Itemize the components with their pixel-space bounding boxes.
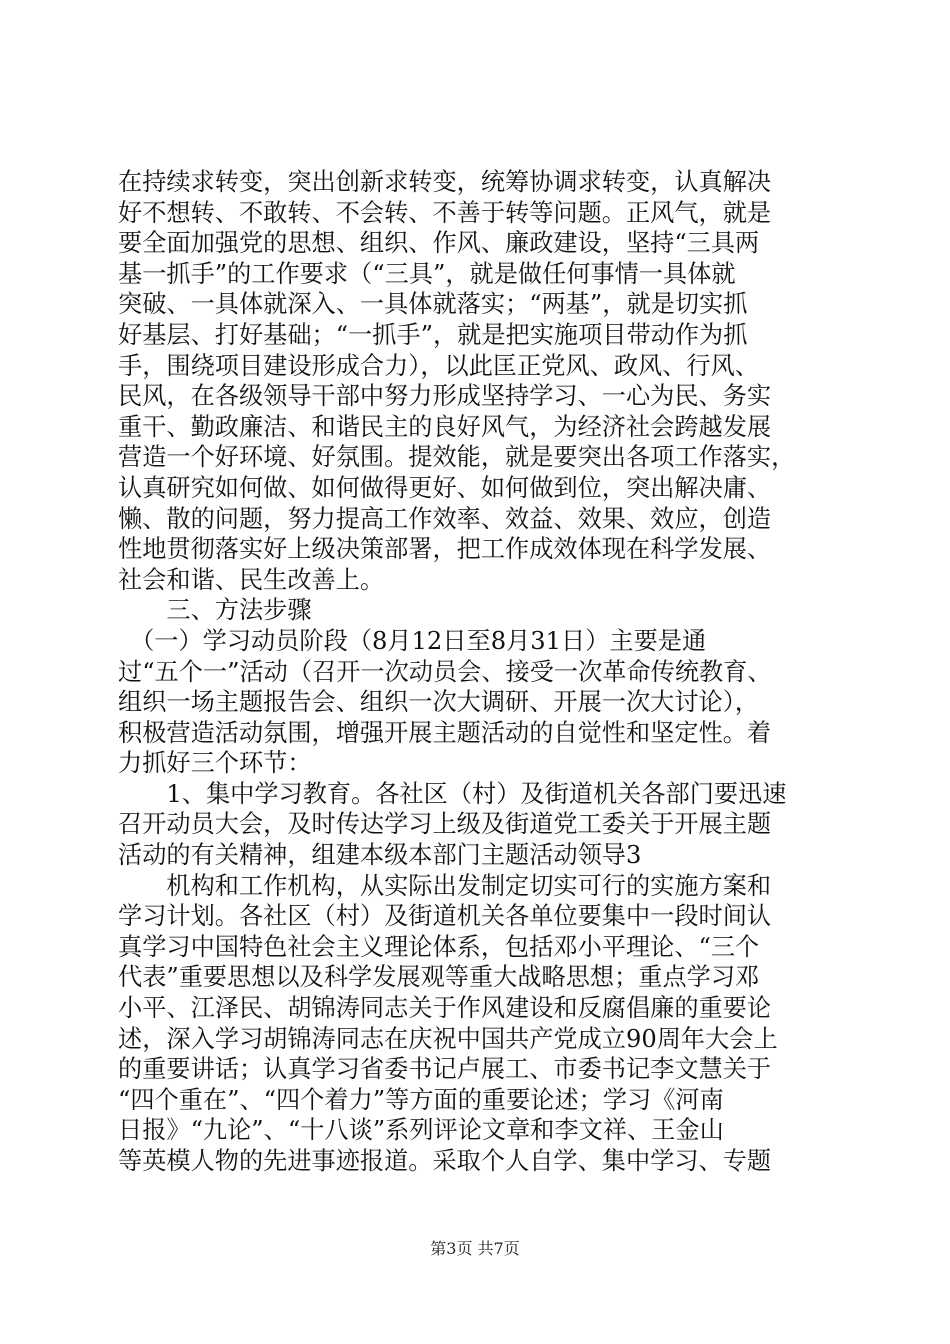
- text-line: 要全面加强党的思想、组织、作风、廉政建设，坚持“三具两: [118, 229, 760, 258]
- page-footer: 第3页 共7页: [430, 1239, 520, 1258]
- text-line: 小平、江泽民、胡锦涛同志关于作风建设和反腐倡廉的重要论: [118, 994, 772, 1023]
- text-line: 认真研究如何做、如何做得更好、如何做到位，突出解决庸、: [118, 473, 772, 502]
- text-line: 1、集中学习教育。各社区（村）及街道机关各部门要迅速: [118, 779, 787, 808]
- text-line: 积极营造活动氛围，增强开展主题活动的自觉性和坚定性。着: [118, 718, 772, 747]
- text-line: 重干、勤政廉洁、和谐民主的良好风气，为经济社会跨越发展: [118, 412, 772, 441]
- text-line: 民风，在各级领导干部中努力形成坚持学习、一心为民、务实: [118, 382, 772, 411]
- text-line: 的重要讲话；认真学习省委书记卢展工、市委书记李文慧关于: [118, 1055, 772, 1084]
- text-line: 真学习中国特色社会主义理论体系，包括邓小平理论、“三个: [118, 932, 760, 961]
- text-line: 好基层、打好基础；“一抓手”，就是把实施项目带动作为抓: [118, 320, 748, 349]
- text-line: 性地贯彻落实好上级决策部署，把工作成效体现在科学发展、: [118, 535, 772, 564]
- text-line: 三、方法步骤: [118, 596, 312, 625]
- text-line: 手，围绕项目建设形成合力），以此匡正党风、政风、行风、: [118, 351, 759, 380]
- text-line: 组织一场主题报告会、组织一次大调研、开展一次大讨论），: [118, 688, 759, 717]
- text-line: 学习计划。各社区（村）及街道机关各单位要集中一段时间认: [118, 902, 772, 931]
- text-line: 召开动员大会，及时传达学习上级及街道党工委关于开展主题: [118, 810, 772, 839]
- text-line: 等英模人物的先进事迹报道。采取个人自学、集中学习、专题: [118, 1147, 772, 1175]
- text-line: 在持续求转变，突出创新求转变，统筹协调求转变，认真解决: [118, 168, 772, 196]
- text-line: 突破、一具体就深入、一具体就落实；“两基”，就是切实抓: [118, 290, 748, 319]
- text-line: 懒、散的问题，努力提高工作效率、效益、效果、效应，创造: [118, 504, 772, 533]
- text-line: 过“五个一”活动（召开一次动员会、接受一次革命传统教育、: [118, 657, 772, 686]
- text-line: 机构和工作机构，从实际出发制定切实可行的实施方案和: [118, 871, 772, 900]
- text-line: （一）学习动员阶段（8月12日至8月31日）主要是通: [118, 626, 707, 655]
- text-line: 好不想转、不敢转、不会转、不善于转等问题。正风气，就是: [118, 198, 772, 227]
- text-line: 述，深入学习胡锦涛同志在庆祝中国共产党成立90周年大会上: [118, 1024, 778, 1053]
- text-line: 基一抓手”的工作要求（“三具”，就是做任何事情一具体就: [118, 259, 736, 288]
- body-text: [118, 167, 838, 1177]
- text-line: 日报》“九论”、“十八谈”系列评论文章和李文祥、王金山: [118, 1116, 724, 1145]
- text-line: 代表”重要思想以及科学发展观等重大战略思想；重点学习邓: [118, 963, 760, 992]
- text-line: 力抓好三个环节：: [118, 749, 312, 778]
- text-line: 营造一个好环境、好氛围。提效能，就是要突出各项工作落实，: [118, 443, 796, 472]
- text-line: 社会和谐、民生改善上。: [118, 565, 385, 594]
- text-line: “四个重在”、“四个着力”等方面的重要论述；学习《河南: [118, 1085, 724, 1114]
- text-line: 活动的有关精神，组建本级本部门主题活动领导3: [118, 841, 642, 870]
